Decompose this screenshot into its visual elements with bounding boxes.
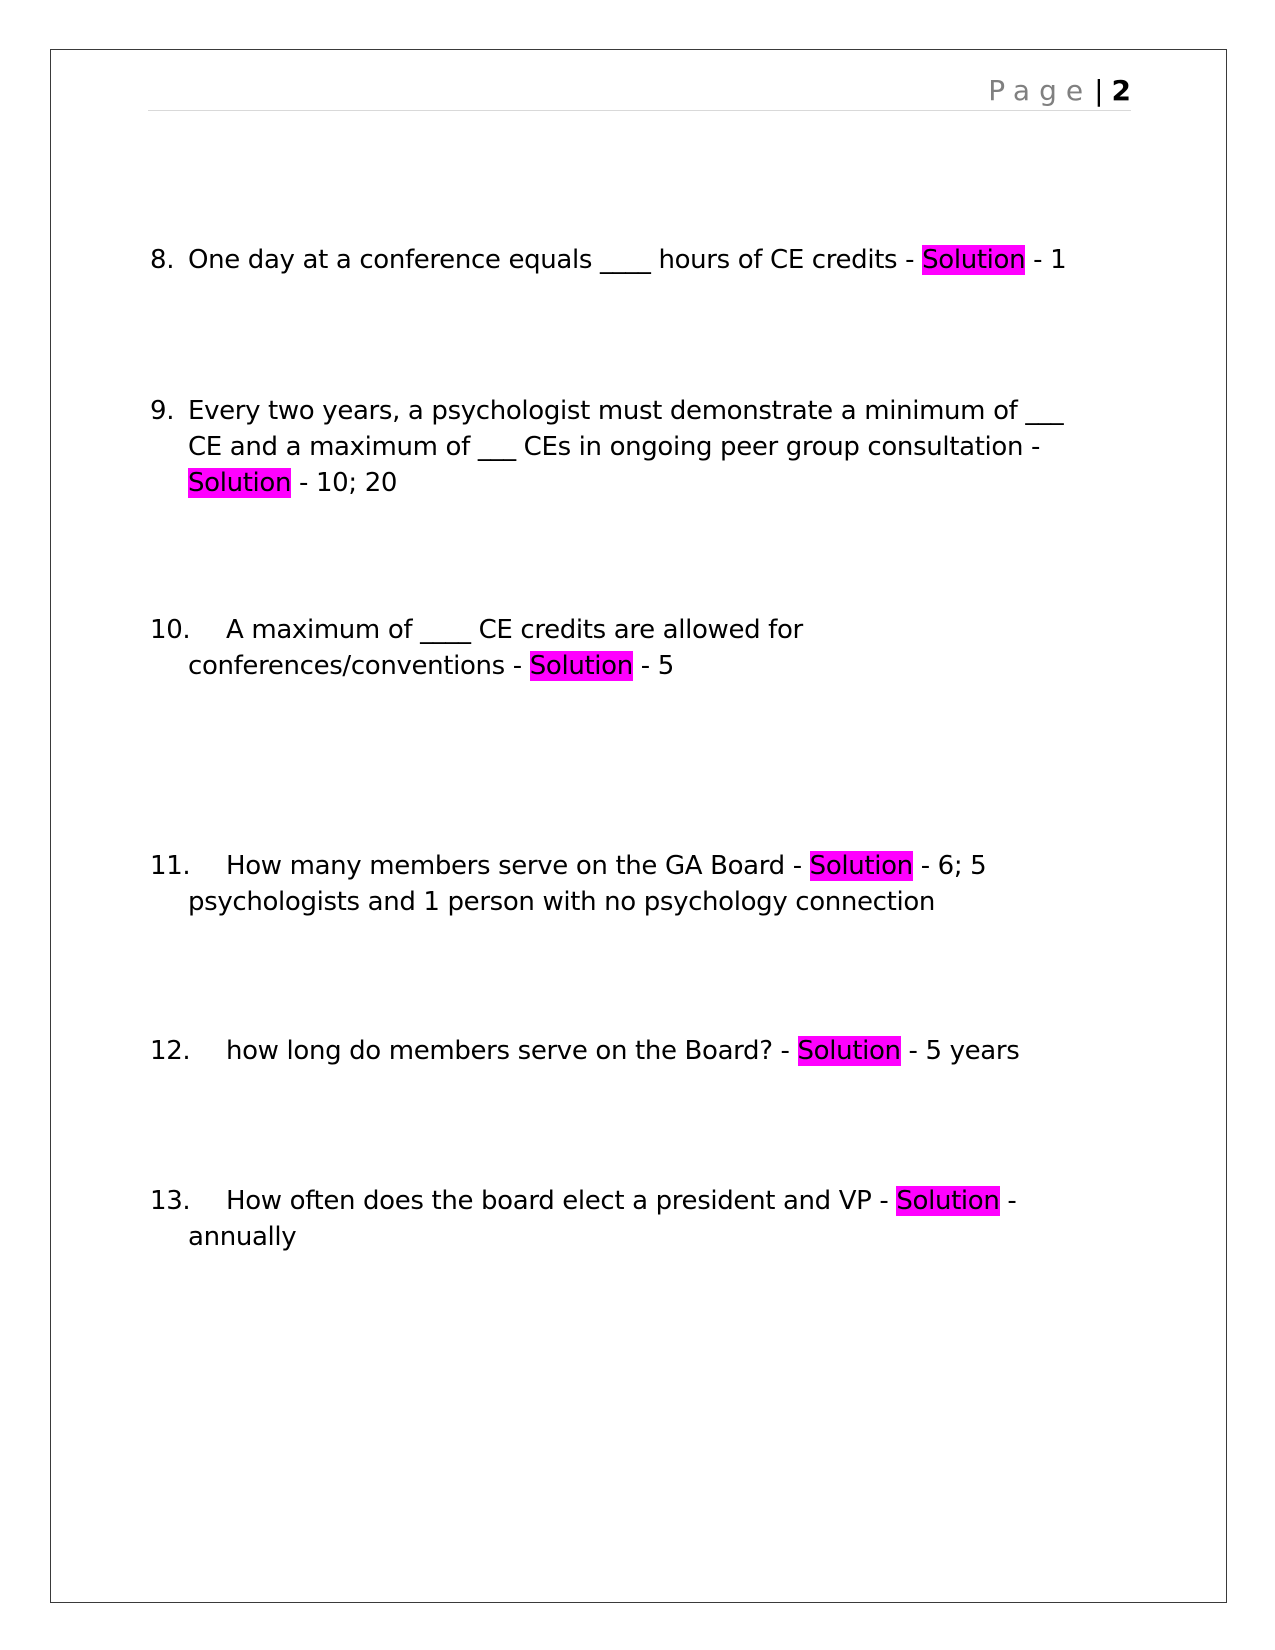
- question-line-2: annually: [188, 1222, 297, 1252]
- solution-highlight: Solution: [797, 1036, 901, 1066]
- question-number: 8.: [150, 245, 175, 275]
- question-line-1: Every two years, a psychologist must demonstrate a minimum of ___: [188, 396, 1064, 426]
- page-header: [148, 72, 1131, 111]
- question-answer: - 6; 5: [912, 851, 987, 881]
- page-number: 2: [1111, 74, 1131, 107]
- solution-highlight: Solution: [922, 245, 1026, 275]
- question-text: [188, 242, 1110, 278]
- solution-highlight: Solution: [529, 651, 633, 681]
- question-text: [226, 1033, 1110, 1069]
- question-line-2: [150, 648, 1110, 684]
- question-answer: - 10; 20: [291, 468, 398, 498]
- page-label: Page: [988, 74, 1093, 107]
- question-line-1: A maximum of ____ CE credits are allowed for: [226, 615, 803, 645]
- solution-highlight: Solution: [188, 468, 292, 498]
- page-border: [50, 49, 1227, 1603]
- question-line-2: CE and a maximum of ___ CEs in ongoing peer group consultation -: [188, 432, 1041, 462]
- page-number-block: [988, 74, 1131, 108]
- solution-highlight: Solution: [809, 851, 913, 881]
- question-number: 10.: [150, 615, 191, 645]
- question-prompt: conferences/conventions -: [188, 651, 530, 681]
- question-13: [150, 1183, 1110, 1255]
- question-line-1: [226, 1183, 1110, 1219]
- question-answer: - 1: [1025, 245, 1067, 275]
- question-prompt: How many members serve on the GA Board -: [226, 851, 810, 881]
- question-line-1: [226, 848, 1110, 884]
- question-prompt: One day at a conference equals ____ hours of CE credits -: [188, 245, 923, 275]
- question-line-2: psychologists and 1 person with no psychology connection: [188, 887, 936, 917]
- question-number: 13.: [150, 1186, 191, 1216]
- question-line-3: [150, 465, 1110, 501]
- question-11: [150, 848, 1110, 920]
- question-answer: - 5 years: [900, 1036, 1020, 1066]
- question-answer: -: [999, 1186, 1017, 1216]
- question-number: 9.: [150, 396, 175, 426]
- question-prompt: how long do members serve on the Board? -: [226, 1036, 798, 1066]
- question-10: [150, 612, 1110, 684]
- question-answer: - 5: [632, 651, 674, 681]
- page-separator: |: [1094, 74, 1104, 107]
- question-number: 12.: [150, 1036, 191, 1066]
- question-9: [150, 393, 1110, 501]
- question-8: [150, 242, 1110, 278]
- question-12: [150, 1033, 1110, 1069]
- question-prompt: How often does the board elect a president and VP -: [226, 1186, 897, 1216]
- solution-highlight: Solution: [896, 1186, 1000, 1216]
- question-number: 11.: [150, 851, 191, 881]
